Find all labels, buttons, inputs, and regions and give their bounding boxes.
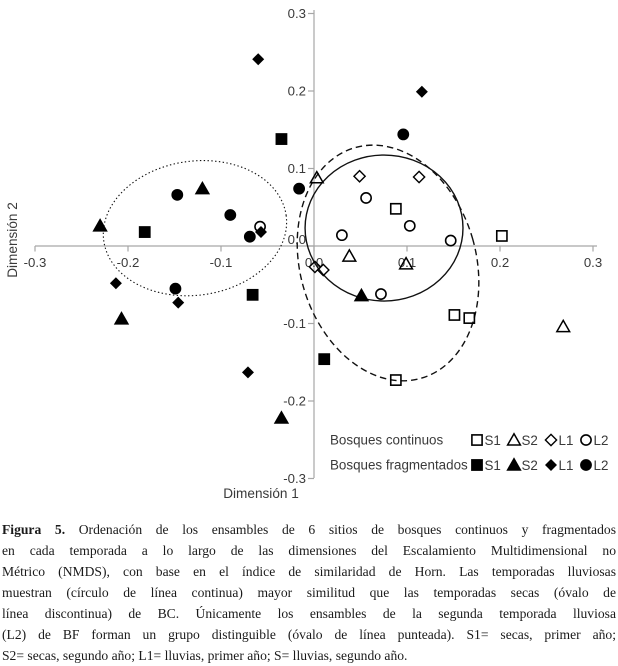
data-point-BC-S1 — [497, 231, 507, 241]
caption-line-5: línea discontinua) de BC. Únicamente los ensambles de la segunda temporada lluviosa — [2, 606, 616, 621]
caption-line-1: Figura 5. Ordenación de los ensambles de 6 sitios de bosques continuos y fragmentados — [2, 522, 616, 537]
data-point-BF-S2 — [115, 313, 128, 324]
caption-line-3: Métrico (NMDS), con base en el índice de similaridad de Horn. Las temporadas lluviosas — [2, 564, 616, 579]
data-point-BF-L1 — [111, 278, 121, 288]
data-point-BC-L1 — [413, 171, 424, 182]
data-point-BF-L1 — [253, 54, 263, 64]
caption-line-2: en cada temporada a lo largo de las dimensiones del Escalamiento Multidimensional no — [2, 543, 616, 558]
x-tick-label: -0.1 — [209, 255, 233, 270]
legend-entry-label: L1 — [558, 432, 574, 448]
data-point-BF-S2 — [196, 182, 209, 193]
y-tick-label: 0.0 — [287, 232, 306, 247]
data-point-BC-S2 — [557, 320, 570, 331]
legend-symbol-L1-filled — [546, 460, 556, 470]
legend-symbol-S1-open — [472, 435, 482, 445]
y-tick-label: 0.1 — [287, 161, 306, 177]
data-point-BF-S2 — [355, 289, 368, 300]
data-point-BC-L1 — [354, 171, 365, 182]
figure-caption — [0, 519, 618, 666]
data-point-BF-L1 — [417, 87, 427, 97]
legend-symbol-S2-open — [508, 434, 521, 445]
caption-line-7: S2= secas, segundo año; L1= lluvias, primer año; S= lluvias, segundo año. — [2, 648, 408, 663]
data-point-BF-L2 — [398, 129, 408, 139]
data-point-BF-S2 — [275, 412, 288, 423]
data-point-BC-L2 — [405, 221, 415, 231]
legend-entry-label: S1 — [484, 457, 501, 473]
data-point-BF-S1 — [319, 354, 329, 364]
data-point-BC-L2 — [376, 289, 386, 299]
y-axis-title: Dimensión 2 — [5, 202, 20, 278]
data-point-BC-L2 — [446, 235, 456, 245]
data-point-BC-S1 — [391, 204, 401, 214]
data-point-BF-L2 — [225, 210, 235, 220]
x-tick-label: 0.0 — [304, 255, 324, 270]
legend-symbol-L1-open — [545, 434, 556, 445]
ellipse-temporadas-lluviosas-linea-continua — [305, 155, 463, 301]
legend-entry-label: S2 — [521, 457, 538, 473]
x-tick-label: -0.3 — [23, 255, 47, 270]
x-tick-label: 0.1 — [397, 255, 417, 270]
legend-group-label: Bosques continuos — [330, 432, 444, 448]
data-point-BF-L1 — [173, 298, 183, 308]
data-point-BC-L2 — [361, 193, 371, 203]
y-tick-label: -0.3 — [283, 471, 306, 487]
legend-symbol-S2-filled — [508, 459, 521, 470]
data-point-BF-L2 — [294, 184, 304, 194]
legend-group-label: Bosques fragmentados — [330, 457, 468, 473]
y-tick-label: -0.2 — [283, 393, 306, 409]
y-tick-label: 0.3 — [287, 6, 306, 22]
data-point-BF-L1 — [243, 367, 253, 377]
data-point-BF-S1 — [248, 290, 258, 300]
legend-entry-label: L2 — [593, 432, 609, 448]
legend-symbol-L2-open — [581, 435, 591, 445]
data-point-BC-S2 — [310, 172, 323, 183]
x-tick-label: 0.3 — [583, 255, 603, 270]
legend-symbol-L2-filled — [581, 460, 591, 470]
x-axis-title: Dimensión 1 — [223, 486, 299, 501]
x-tick-label: -0.2 — [116, 255, 140, 270]
legend-entry-label: S1 — [484, 432, 501, 448]
y-tick-label: -0.1 — [283, 316, 306, 332]
y-tick-label: 0.2 — [287, 83, 306, 99]
legend-entry-label: S2 — [521, 432, 538, 448]
caption-line-4: muestran (círculo de línea continua) mayor similitud que las temporadas secas (óvalo de — [2, 585, 616, 600]
data-point-BF-L2 — [172, 190, 182, 200]
legend-symbol-S1-filled — [472, 460, 482, 470]
data-point-BF-L2 — [170, 284, 180, 294]
data-point-BC-L2 — [337, 230, 347, 240]
data-point-BC-S2 — [343, 250, 356, 261]
x-tick-label: 0.2 — [490, 255, 510, 270]
data-point-BF-S1 — [140, 227, 150, 237]
data-point-BF-L2 — [245, 232, 255, 242]
data-point-BF-S1 — [276, 134, 286, 144]
caption-figure-label: Figura 5. — [2, 522, 66, 537]
legend-entry-label: L1 — [558, 457, 574, 473]
data-point-BC-S1 — [464, 313, 474, 323]
caption-line-6: (L2) de BF forman un grupo distinguible (óvalo de línea punteada). S1= secas, primer año; — [2, 627, 616, 642]
legend-entry-label: L2 — [593, 457, 609, 473]
data-point-BC-S1 — [449, 310, 459, 320]
